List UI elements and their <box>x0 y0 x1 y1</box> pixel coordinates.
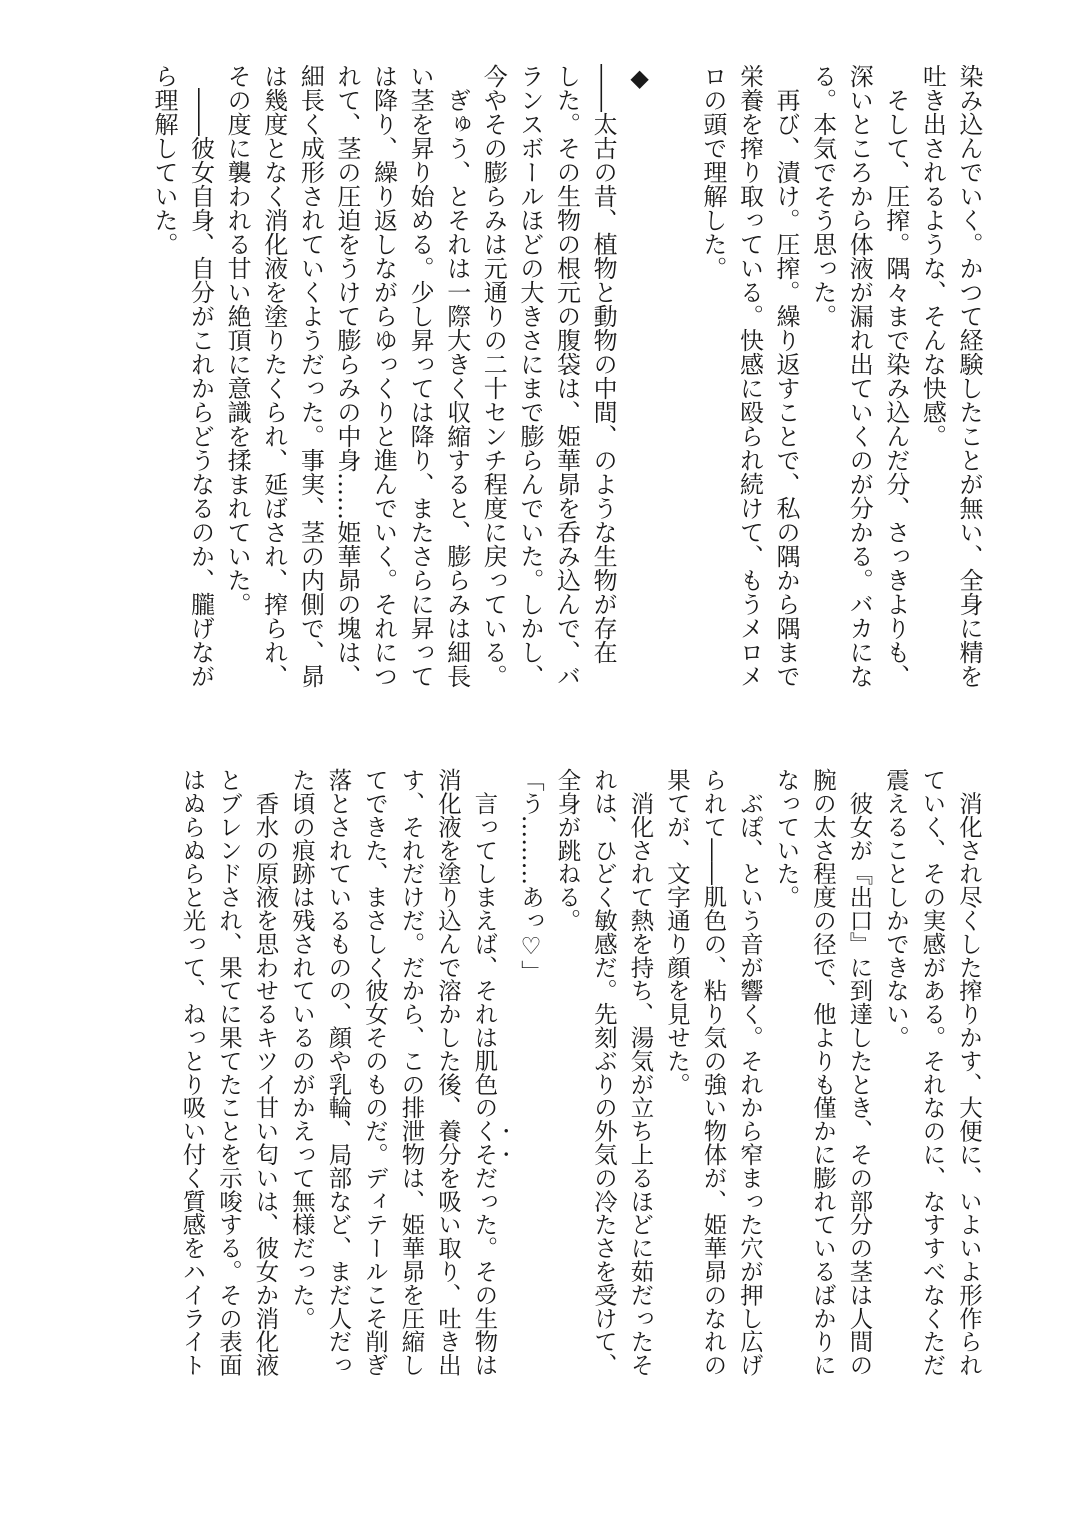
text-line: 消化されて熱を持ち、湯気が立ち上るほどに茹だったそ <box>626 768 655 1377</box>
text-line: 香水の原液を思わせるキツイ甘い匂いは、彼女か消化液 <box>251 768 280 1377</box>
text-line: した。その生物の根元の腹袋は、姫華昴を呑み込んで、バ <box>552 64 581 688</box>
text-line: そして、圧搾。隅々まで染み込んだ分、さっきよりも、 <box>881 64 910 688</box>
section-break-diamond: ◆ <box>625 64 654 92</box>
dialogue-line: 「う………あっ♡」 <box>517 768 545 984</box>
text-line: 消化液を塗り込んで溶かした後、養分を吸い取り、吐き出 <box>434 768 462 1377</box>
upper-text-block <box>145 64 987 704</box>
text-line: 彼女が『出口』に到達したとき、その部分の茎は人間の <box>845 768 874 1377</box>
text-line: とブレンドされ、果てに果てたことを示唆する。その表面 <box>215 768 243 1377</box>
text-line: る。本気でそう思った。 <box>808 64 837 328</box>
text-line: ――太古の昔、植物と動物の中間、のような生物が存在 <box>589 64 618 664</box>
text-line: ら理解していた。 <box>149 64 178 256</box>
text-line: ていく、その実感がある。それなのに、なすすべなくただ <box>918 768 947 1377</box>
text-segment: だった。その生物は <box>470 1165 499 1377</box>
text-line: 再び、漬け。圧搾。繰り返すことで、私の隅から隅まで <box>772 64 801 688</box>
text-line-with-emphasis <box>466 768 513 1388</box>
text-line: 今やその膨らみは元通りの二十センチ程度に戻っている。 <box>479 64 508 688</box>
text-line: ランスボールほどの大きさにまで膨らんでいた。しかし、 <box>515 64 544 688</box>
text-line: 深いところから体液が漏れ出ていくのが分かる。バカにな <box>845 64 874 688</box>
text-line: 栄養を搾り取っている。快感に殴られ続けて、もうメロメ <box>735 64 764 688</box>
text-line: ロの頭で理解した。 <box>698 64 727 280</box>
text-line: ――彼女自身、自分がこれからどうなるのか、朧げなが <box>186 64 215 688</box>
blank-line <box>658 64 695 704</box>
text-segment: 言ってしまえば、それは肌色の <box>470 768 499 1119</box>
text-line: ぶぽ、という音が響く。それから窄まった穴が押し広げ <box>736 768 764 1377</box>
text-line: 震えることしかできない。 <box>882 768 910 1049</box>
text-line: なっていた。 <box>772 768 801 909</box>
text-line: は降り、繰り返しながらゆっくりと進んでいく。それにつ <box>369 64 398 688</box>
emphasized-word: くそ <box>470 1119 499 1166</box>
text-line: 腕の太さ程度の径で、他よりも僅かに膨れているばかりに <box>809 768 837 1377</box>
text-line: 消化され尽くした搾りかす、大便に、いよいよ形作られ <box>955 768 983 1377</box>
text-line: てできた、まさしく彼女そのものだ。ディテールこそ削ぎ <box>361 768 389 1377</box>
text-line: 細長く成形されていくようだった。事実、茎の内側で、昴 <box>296 64 325 688</box>
text-line: その度に襲われる甘い絶頂に意識を揉まれていた。 <box>223 64 252 616</box>
text-line: 果てが、文字通り顔を見せた。 <box>663 768 691 1096</box>
text-line: はぬらぬらと光って、ねっとり吸い付く質感をハイライト <box>178 768 207 1377</box>
text-line: 全身が跳ねる。 <box>553 768 582 932</box>
text-line: られて――肌色の、粘り気の強い物体が、姫華昴のなれの <box>699 768 728 1377</box>
text-line: れは、ひどく敏感だ。先刻ぶりの外気の冷たさを受けて、 <box>590 768 618 1377</box>
text-line: は幾度となく消化液を塗りたくられ、延ばされ、搾られ、 <box>259 64 288 688</box>
text-line: れて、茎の圧迫をうけて膨らみの中身……姫華昴の塊は、 <box>332 64 361 688</box>
text-line: た頃の痕跡は残されているのがかえって無様だった。 <box>288 768 316 1330</box>
text-line: 落とされているものの、顔や乳輪、局部など、まだ人だっ <box>324 768 353 1377</box>
text-line: 吐き出されるような、そんな快感。 <box>918 64 947 448</box>
lower-text-block <box>174 768 987 1388</box>
text-line: い茎を昇り始める。少し昇っては降り、またさらに昇って <box>406 64 435 688</box>
text-line: ぎゅう、とそれは一際大きく収縮すると、膨らみは細長 <box>442 64 471 688</box>
text-line: す、それだけだ。だから、この排泄物は、姫華昴を圧縮し <box>397 768 426 1377</box>
text-line: 染み込んでいく。かつて経験したことが無い、全身に精を <box>955 64 983 688</box>
